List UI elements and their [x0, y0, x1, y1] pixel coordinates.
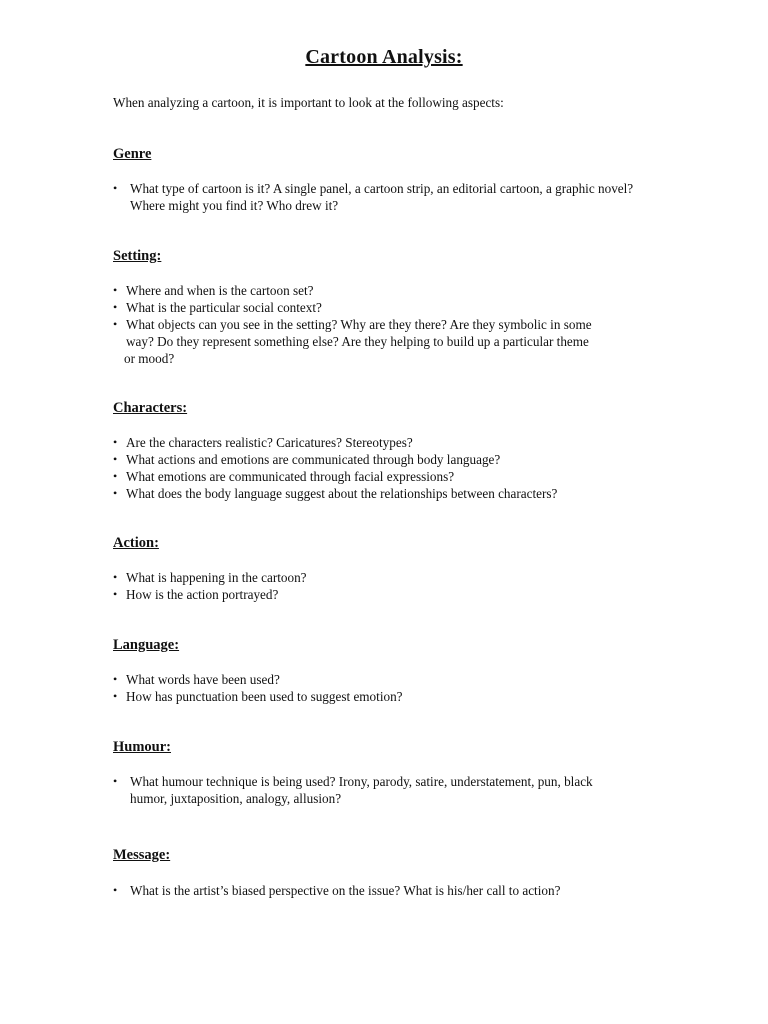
- list-item: • What actions and emotions are communicated through body language?: [113, 452, 501, 467]
- list-item: • What is happening in the cartoon?: [113, 570, 307, 585]
- section-humour: [113, 738, 713, 806]
- list-item: • What is the artist’s biased perspective on the issue? What is his/her call to action?: [113, 883, 561, 898]
- bullet-icon: •: [113, 774, 118, 788]
- bullet-list: [113, 671, 403, 705]
- document-title: Cartoon Analysis:: [305, 46, 463, 68]
- section-language: [113, 636, 713, 704]
- bullet-icon: •: [113, 469, 118, 483]
- list-item: • How has punctuation been used to suggest emotion?: [113, 689, 403, 704]
- section-heading: Message:: [113, 847, 171, 863]
- list-item: • How is the action portrayed?: [113, 587, 279, 602]
- bullet-icon: •: [113, 570, 118, 584]
- bullet-list: [113, 773, 593, 807]
- bullet-icon: •: [113, 587, 118, 601]
- list-item: • What emotions are communicated through facial expressions?: [113, 469, 455, 484]
- bullet-icon: •: [113, 883, 118, 897]
- list-item: • Are the characters realistic? Caricatures? Stereotypes?: [113, 435, 413, 450]
- section-heading: Humour:: [113, 739, 171, 755]
- section-heading: Genre: [113, 146, 152, 162]
- bullet-icon: •: [113, 689, 118, 703]
- bullet-icon: •: [113, 452, 118, 466]
- section-genre: [113, 145, 713, 213]
- bullet-icon: •: [113, 317, 118, 331]
- section-heading: Setting:: [113, 248, 162, 264]
- bullet-list: [113, 282, 592, 367]
- bullet-list: [113, 569, 307, 603]
- section-action: [113, 534, 713, 602]
- list-item: • What type of cartoon is it? A single panel, a cartoon strip, an editorial cartoon, a graphic novel? Where might you find it? Who drew it?: [113, 181, 634, 213]
- bullet-icon: •: [113, 672, 118, 686]
- bullet-icon: •: [113, 300, 118, 314]
- list-item: • What humour technique is being used? Irony, parody, satire, understatement, pun, black humor, juxtaposition, analogy, allusion?: [113, 774, 593, 806]
- section-heading: Characters:: [113, 400, 188, 416]
- bullet-icon: •: [113, 435, 118, 449]
- section-message: [113, 846, 713, 898]
- bullet-list: [113, 180, 633, 214]
- bullet-list: [113, 882, 560, 899]
- bullet-icon: •: [113, 181, 118, 195]
- list-item: • What does the body language suggest about the relationships between characters?: [113, 486, 558, 501]
- list-item: • What objects can you see in the setting? Why are they there? Are they symbolic in some way? Do they represent something else? Are they helping to build up a particular theme or mood?: [113, 317, 592, 366]
- bullet-icon: •: [113, 283, 118, 297]
- section-characters: [113, 399, 713, 501]
- bullet-list: [113, 434, 557, 502]
- bullet-icon: •: [113, 486, 118, 500]
- intro-text: When analyzing a cartoon, it is important to look at the following aspects:: [113, 95, 504, 110]
- section-setting: [113, 247, 713, 366]
- section-heading: Language:: [113, 637, 180, 653]
- list-item: • What is the particular social context?: [113, 300, 322, 315]
- section-heading: Action:: [113, 535, 159, 551]
- list-item: • Where and when is the cartoon set?: [113, 283, 314, 298]
- list-item: • What words have been used?: [113, 672, 280, 687]
